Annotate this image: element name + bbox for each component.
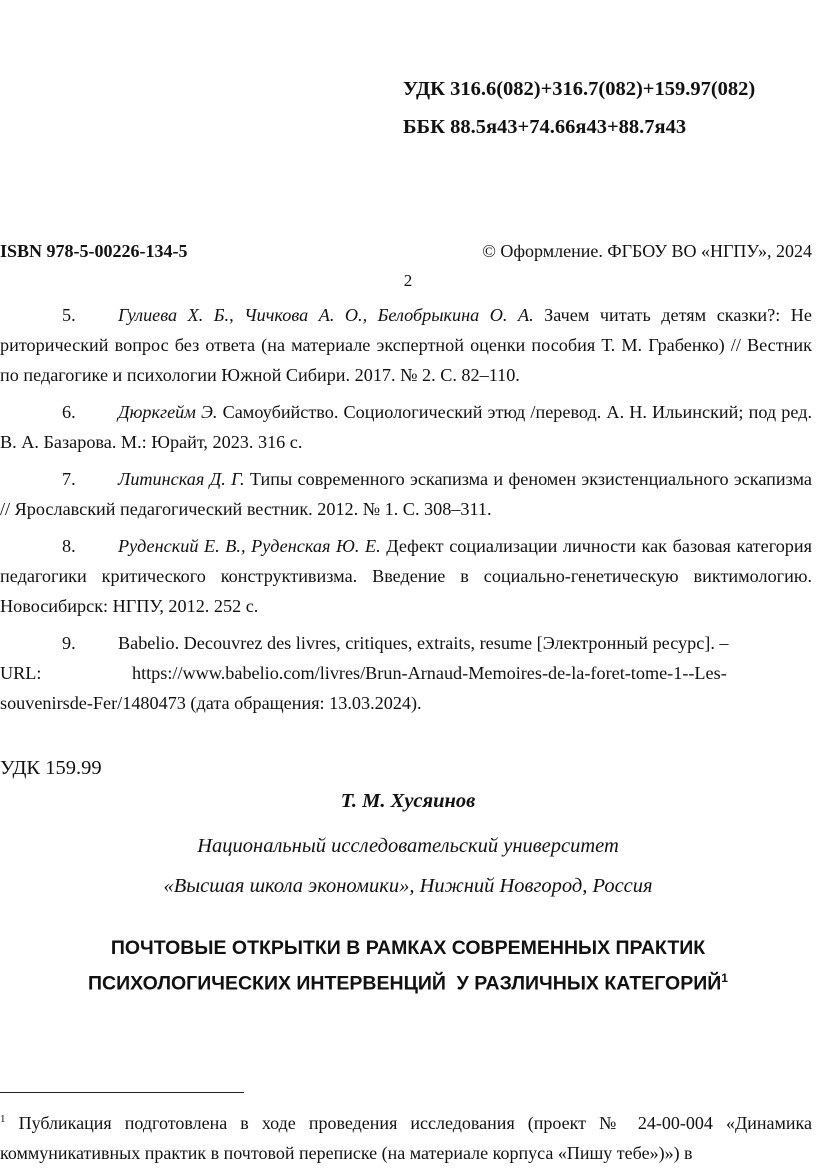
title-line-2	[0, 963, 816, 999]
affiliation-line: Национальный исследовательский университет	[197, 835, 619, 857]
article-title	[0, 933, 816, 999]
reference-item	[0, 300, 812, 390]
copyright: © Оформление. ФГБОУ ВО «НГПУ», 2024	[482, 241, 812, 261]
title-line: ПОЧТОВЫЕ ОТКРЫТКИ В РАМКАХ СОВРЕМЕННЫХ ПРАКТИК	[110, 937, 706, 959]
isbn: ISBN 978-5-00226-134-5	[0, 241, 188, 261]
reference-text: Типы современного эскапизма и феномен экзистенциального эскапизма // Ярославский педагогический вестник. 2012. № 1. С. 308–311.	[0, 469, 812, 519]
article-affiliation	[0, 826, 816, 906]
reference-number: 9.	[62, 633, 76, 653]
reference-item	[0, 628, 812, 658]
reference-authors: Гулиева Х. Б., Чичкова А. О., Белобрыкина О. А.	[118, 305, 534, 325]
footnote-mark: 1	[721, 971, 728, 985]
page-number: 2	[403, 271, 413, 290]
reference-url: URL: https://www.babelio.com/livres/Brun-Arnaud-Memoires-de-la-foret-tome-1--Les-	[0, 663, 727, 683]
reference-text: Самоубийство. Социологический этюд /перевод. А. Н. Ильинский; под ред. В. А. Базарова. М.: Юрайт, 2023. 316 с.	[0, 402, 813, 452]
reference-authors: Дюркгейм Э.	[118, 402, 218, 422]
reference-item	[0, 397, 812, 457]
footnote-divider	[0, 1092, 244, 1093]
bbk-code: ББК 88.5я43+74.66я43+88.7я43	[403, 116, 687, 138]
header-codes	[403, 70, 755, 146]
reference-item	[0, 464, 812, 524]
reference-list	[0, 300, 812, 718]
footnote	[0, 1104, 812, 1168]
reference-number: 8.	[62, 536, 76, 556]
reference-url-tail: souvenirsde-Fer/1480473 (дата обращения: 13.03.2024).	[0, 693, 422, 713]
footnote-text: Публикация подготовлена в ходе проведения исследования (проект № 24-00-004 «Динамика коммуникативных практик в почтовой переписке (на материале корпуса «Пишу тебе»)») в	[0, 1113, 812, 1163]
reference-item	[0, 531, 812, 621]
article-udk: УДК 159.99	[0, 757, 102, 779]
article-author: Т. М. Хусяинов	[340, 790, 476, 812]
reference-text: Babelio. Decouvrez des livres, critiques, extraits, resume [Электронный ресурс]. –	[118, 633, 729, 653]
reference-number: 5.	[62, 305, 76, 325]
reference-text: Зачем читать детям сказки?: Не риторический вопрос без ответа (на материале экспертной оценки пособия Т. М. Грабенко) // Вестник по педагогике и психологии Южной Сибири. 2017. № 2. С. 82–110.	[0, 305, 812, 385]
reference-authors: Литинская Д. Г.	[118, 469, 245, 489]
reference-number: 7.	[62, 469, 76, 489]
udk-code: УДК 316.6(082)+316.7(082)+159.97(082)	[403, 78, 756, 100]
reference-text: Дефект социализации личности как базовая категория педагогики критического конструктивизма. Введение в социально-генетическую виктимологию. Новосибирск: НГПУ, 2012. 252 с.	[0, 536, 812, 616]
footnote-number: 1	[0, 1113, 6, 1125]
affiliation-line: «Высшая школа экономики», Нижний Новгород, Россия	[163, 875, 653, 897]
title-line-text: ПСИХОЛОГИЧЕСКИХ ИНТЕРВЕНЦИЙ У РАЗЛИЧНЫХ КАТЕГОРИЙ	[88, 972, 722, 995]
reference-authors: Руденский Е. В., Руденская Ю. Е.	[118, 536, 381, 556]
reference-number: 6.	[62, 402, 76, 422]
